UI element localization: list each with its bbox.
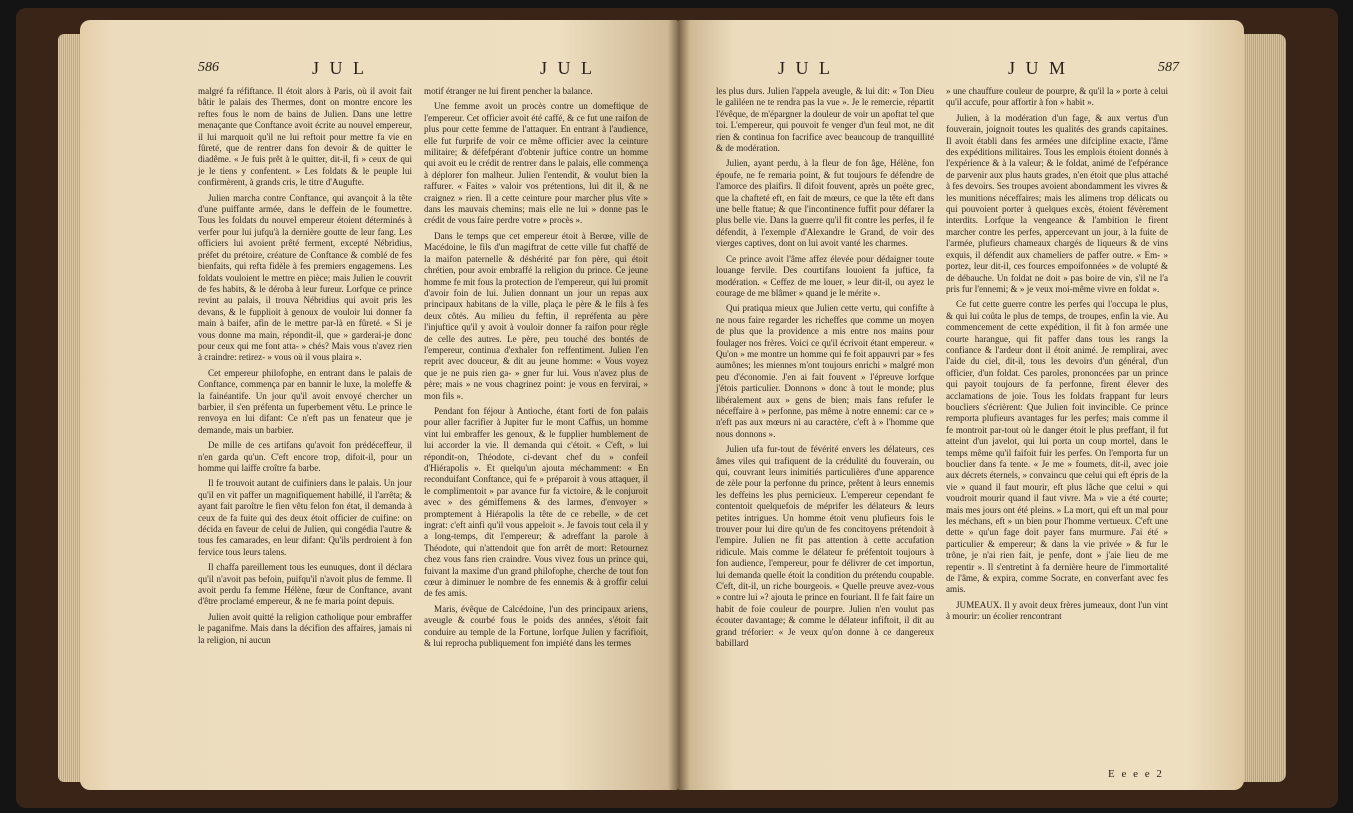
running-header: J U L	[540, 58, 595, 78]
text-column-2	[946, 86, 1168, 627]
paragraph: les plus durs. Julien l'appela aveugle, & lui dit: « Ton Dieu le galiléen ne te rendra pas la vue ». Je le remercie, répartit l'évêque, de m'épargner la douleur de voir un apoftat tel que toi. L'empereur, qui pouvoit fe venger d'un feul mot, ne dit rien & continua fon facrifice avec beaucoup de tranquillité & de modération.	[716, 86, 934, 154]
paragraph: De mille de ces artifans qu'avoit fon prédéceffeur, il n'en garda qu'un. C'eft encore trop, difoit-il, pour un homme qui laiffe croître fa barbe.	[198, 440, 412, 473]
paragraph: motif étranger ne lui firent pencher la balance.	[424, 86, 593, 96]
right-page-edges	[1238, 34, 1286, 782]
paragraph: » une chauffure couleur de pourpre, & qu'il la » porte à celui qu'il accufe, pour affortir à fon » habit ».	[946, 86, 1168, 108]
paragraph: Cet empereur philofophe, en entrant dans le palais de Conftance, commença par en bannir le luxe, la moleffe & la fainéantife. Un jour qu'il avoit envoyé chercher un barbier, il s'en préfenta un fuperbement vêtu. Le prince le renvoya en lui difant: Ce n'eft pas un fenateur que je demande, mais un barbier.	[198, 367, 412, 435]
paragraph: Ce prince avoit l'âme affez élevée pour dédaigner toute louange fervile. Des courtifans louoient fa juftice, fa modération. « Ceffez de me louer, » leur dit-il, ou ayez le courage de me blâmer » quand je le mérite ».	[716, 253, 934, 298]
left-page	[80, 20, 678, 790]
book-gutter	[668, 18, 690, 792]
paragraph: Julien, à la modération d'un fage, & aux vertus d'un fouverain, joignoit toutes les qualités des grands capitaines. Il avoit établi dans fes armées une difcipline exacte, l'âme des expéditions militaires. Tous les emplois étoient donnés à l'expérience & à la valeur; & le foldat, animé de l'efpérance de parvenir aux plus hauts grades, n'en étoit que plus attaché à fes devoirs. Ses troupes avoient abondamment les vivres & les munitions néceffaires; mais les alimens trop délicats ou qui pouvoient porter à quelques excès, étoient févèrement interdits. Lorfque la vengeance & l'ambition le firent marcher contre les perfes, appercevant un jour, à la fuite de l'armée, plufieurs chameaux chargés de liqueurs & de vins exquis, il défendit aux chameliers de paffer outre. « Em- » portez, leur dit-il, ces fources empoifonnées » de volupté & de débauche. Un foldat ne doit » pas boire de vin, s'il ne l'a pris fur l'ennemi; & » je veux moi-même vivre en foldat ».	[946, 112, 1168, 294]
paragraph: Pendant fon féjour à Antioche, étant forti de fon palais pour aller facrifier à Jupiter fur le mont Caffus, un homme vint lui embraffer les genoux, & le fupplier humblement de lui accorder la vie. Il demanda qui c'étoit. « C'eft, » lui répondit-on, Théodote, ci-devant chef du » confeil d'Hiérapolis ». Et quelqu'un ajouta méchamment: « En reconduifant Conftance, qui fe » préparoit à vous attaquer, il le complimentoit » par avance fur fa victoire, & le conjuroit avec » des gémiffemens & des larmes, d'envoyer » promptement à Hiérapolis la tête de ce rebelle, » de cet ingrat: c'eft ainfi qu'il vous appeloit ». Je favois tout cela il y a long-temps, dit l'empereur; & adreffant la parole à Théodote, qui n'attendoit que fon arrêt de mort: Retournez chez vous fans rien craindre. Vous vivez fous un prince qui, fuivant la maxime d'un grand philofophe, cherche de tout fon cœur à diminuer le nombre de fes ennemis & à groffir celui de fes amis.	[424, 405, 648, 599]
paragraph: Une femme avoit un procès contre un domeftique de l'empereur. Cet officier avoit été caffé, & ce fut une raifon de plus pour cette femme de l'attaquer. En entrant à l'audience, elle fut furprife de voir ce même officier avec la ceinture militaire; & défefpérant d'obtenir juftice contre un homme qui avoit eu le crédit de rentrer dans le palais, elle commença à déplorer fon malheur. Julien l'entendit, & voulut bien la raffurer. « Faites » valoir vos prétentions, lui dit il, & ne craignez » rien. Il a cette ceinture pour marcher plus vîte » dans les mauvais chemins; mais elle ne lui » donne pas le crédit de vous faire perdre votre » procès ».	[424, 101, 648, 226]
paragraph: JUMEAUX. Il y avoit deux frères jumeaux, dont l'un vint à mourir: un écolier rencontrant	[946, 599, 1168, 622]
paragraph: Julien, ayant perdu, à la fleur de fon âge, Hélène, fon époufe, ne fe remaria point, & fut toujours fe défendre de l'amorce des plaifirs. Il difoit fouvent, après un poëte grec, que la chafteté eft, en fait de mœurs, ce que la tête eft dans une belle ftatue; & que l'incontinence fuffit pour défarer la plus belle vie. Dans la guerre qu'il fit contre les perfes, il fe défendit, à l'exemple d'Alexandre le Grand, de voir des vierges captives, dont on lui avoit vanté les charmes.	[716, 158, 934, 249]
paragraph: Ce fut cette guerre contre les perfes qui l'occupa le plus, & qui lui coûta le plus de temps, de troupes, enfin la vie. Au commencement de cette expédition, il fit à fon armée une courte harangue, qui fit paffer dans tous les rangs la confiance & l'ardeur dont il étoit animé. Je remplirai, avec l'aide du ciel, dit-il, tous les devoirs d'un général, d'un officier, d'un foldat. Ces paroles, prononcées par un prince qui payoit toujours de fa perfonne, firent élever des acclamations de joie. Tous les foldats frappant fur leurs boucliers s'écrièrent: Que Julien foit invincible. Ce prince remporta plufieurs avantages fur les perfes; mais comme il fe montroit par-tout où le danger étoit le plus preffant, il fut atteint d'un javelot, qui lui porta un coup mortel, dans le temps même qu'il faifoit fuir les perfes. On l'emporta fur un bouclier dans fa tente. « Je me » foumets, dit-il, avec joie aux décrets éternels, » convaincu que celui qui eft épris de la vie » quand il faut mourir, eft plus lâche que celui » qui voudroit mourir quand il faut vivre. Ma » vie a été courte; mais mes jours ont été pleins. » La mort, qui eft un mal pour les méchans, eft » un bien pour l'homme vertueux. C'eft une dette » qu'un fage doit payer fans murmure. J'ai été » particulier & empereur; & dans la vie privée » & fur le trône, je n'ai rien fait, je penfe, dont » j'aie lieu de me repentir ». Il s'entretint à fa dernière heure de l'immortalité de l'âme, & expira, comme Socrate, en converfant avec fes amis.	[946, 299, 1168, 595]
text-column-2	[424, 86, 648, 654]
right-page	[678, 20, 1244, 790]
paragraph: Julien marcha contre Conftance, qui avançoit à la tête d'une puiffante armée, dans le deffein de le foumettre. Tous les foldats du nouvel empereur étoient déterminés à verfer pour lui jufqu'à la dernière goutte de leur fang. Les officiers lui avoient prêté ferment, excepté Nébridius, préfet du prétoire, créature de Conftance & comblé de fes bienfaits, qui refta fidèle à fes premiers engagemens. Les foldats vouloient le mettre en pièce; mais Julien le couvrit de fes habits, & le déroba à leur fureur. Lorfque ce prince revint au palais, il trouva Nébridius qui avoit pris les devans, & le fupplioit à genoux de vouloir lui donner fa main à baifer, afin de le mettre par-là en fûreté. « Si je vous donne ma main, répondit-il, que » garderai-je donc pour ceux qui me font atta- » chés? Mais vous n'avez rien à craindre: retirez- » vous où il vous plaira ».	[198, 192, 412, 363]
running-header: J U L	[778, 58, 833, 78]
page-number: 586	[198, 60, 219, 75]
signature-mark: E e e e 2	[1108, 768, 1164, 780]
paragraph: Julien ufa fur-tout de févérité envers les délateurs, ces âmes viles qui trafiquent de la crédulité du fouverain, ou qui, couvrant leurs inimitiés particulières d'une apparence de zèle pour la perfonne du prince, prêtent à leurs ennemis les deffeins les plus pernicieux. L'empereur cependant fe contentoit quelquefois de méprifer les délateurs & leurs petites intrigues. Un homme étoit venu plufieurs fois le trouver pour lui dire qu'un de fes concitoyens prétendoit à l'empire. Julien ne fit pas attention à cette accufation ridicule. Mais comme le délateur fe préfentoit toujours à fon audience, l'empereur, pour fe délivrer de cet importun, lui demanda quelle étoit la condition du prétendu coupable. C'eft, dit-il, un riche bourgeois. « Quelle preuve avez-vous » contre lui »? ajouta le prince en fouriant. Il fe fait faire un habit de foie couleur de pourpre. Julien n'en voulut pas écouter davantage; & comme le délateur infiftoit, il dit au grand tréforier: « Je veux qu'on donne à ce dangereux babillard	[716, 444, 934, 649]
text-column-1	[716, 86, 934, 654]
paragraph: Qui pratiqua mieux que Julien cette vertu, qui confifte à ne nous faire regarder les richeffes que comme un moyen de plus que la providence a mis entre nos mains pour foulager nos frères. Voici ce qu'il écrivoit étant empereur. « Qu'on » me montre un homme qui fe foit appauvri par » fes aumônes; les miennes m'ont toujours enrichi » malgré mon peu d'économie. J'en ai fait fouvent » l'épreuve lorfque j'étois particulier. Donnons » donc à tout le monde; plus libéralement aux » gens de bien; mais fans refufer le néceffaire à » perfonne, pas même à notre ennemi: car ce » n'eft pas aux mœurs ni au caractère, c'eft à » l'homme que nous donnons ».	[716, 303, 934, 439]
paragraph: Julien avoit quitté la religion catholique pour embraffer le paganifme. Mais dans la décifion des affaires, jamais ni la religion, ni aucun	[198, 611, 412, 645]
text-column-1	[198, 86, 412, 650]
running-header: J U M	[1008, 58, 1069, 78]
running-header: J U L	[312, 58, 367, 78]
page-number: 587	[1158, 60, 1179, 75]
paragraph: Dans le temps que cet empereur étoit à Berœe, ville de Macédoine, le fils d'un magiftrat de cette ville fut chaffé de la maifon paternelle & déshérité par fon père, qui étoit chrétien, pour avoir embraffé la religion du prince. Ce jeune homme fe mit fous la protection de l'empereur, qui lui promit d'avoir foin de lui. Julien donnant un jour un repas aux principaux habitans de la ville, plaça le père & le fils à fes deux côtés. Au milieu du feftin, il repréfenta au père l'injuftice qu'il y avoit à vouloir donner fa raifon pour règle de celle des autres. Le père, peu touché des bontés de l'empereur, continua d'exhaler fon reffentiment. Julien l'en reprit avec douceur, & dit au jeune homme: « Vous voyez que je ne puis rien ga- » gner fur lui. Vous n'avez plus de père; mais » ne vous chagrinez point: je vous en fervirai, » mon fils ».	[424, 230, 648, 401]
paragraph: Il chaffa pareillement tous les eunuques, dont il déclara qu'il n'avoit pas befoin, puifqu'il n'avoit plus de femme. Il avoit perdu fa femme Hélène, fœur de Conftance, avant d'être proclamé empereur, & ne fe maria point depuis.	[198, 562, 412, 607]
paragraph: Il fe trouvoit autant de cuifiniers dans le palais. Un jour qu'il en vit paffer un magnifiquement habillé, il l'arrêta; & ayant fait paroître le fien vêtu felon fon état, il demanda à ceux de fa fuite qui des deux étoit officier de cuifine: on décida en faveur de celui de Julien, qui congédia l'autre & tous fes camarades, en leur difant: Qu'ils perdroient à fon fervice tous leurs talens.	[198, 478, 412, 557]
paragraph: Maris, évêque de Calcédoine, l'un des principaux ariens, aveugle & courbé fous le poids des années, s'étoit fait conduire au temple de la Fortune, lorfque Julien y facrifioit, & lui reprocha publiquement fon impiété dans les termes	[424, 603, 648, 649]
paragraph: malgré fa réfiftance. Il étoit alors à Paris, où il avoit fait bâtir le palais des Thermes, dont on montre encore les reftes fous le nom de bains de Julien. Dans une lettre menaçante que Conftance avoit écrite au nouvel empereur, il lui marquoit qu'il ne lui reftoit pour mettre fa vie en fûreté, que de rentrer dans fon devoir & de quitter le diadême. « Je fuis prêt à le quitter, dit-il, fi » ceux de qui je le tiens y confentent. » Les foldats & le peuple lui confirmèrent, à grands cris, le titre d'Augufte.	[198, 86, 412, 188]
